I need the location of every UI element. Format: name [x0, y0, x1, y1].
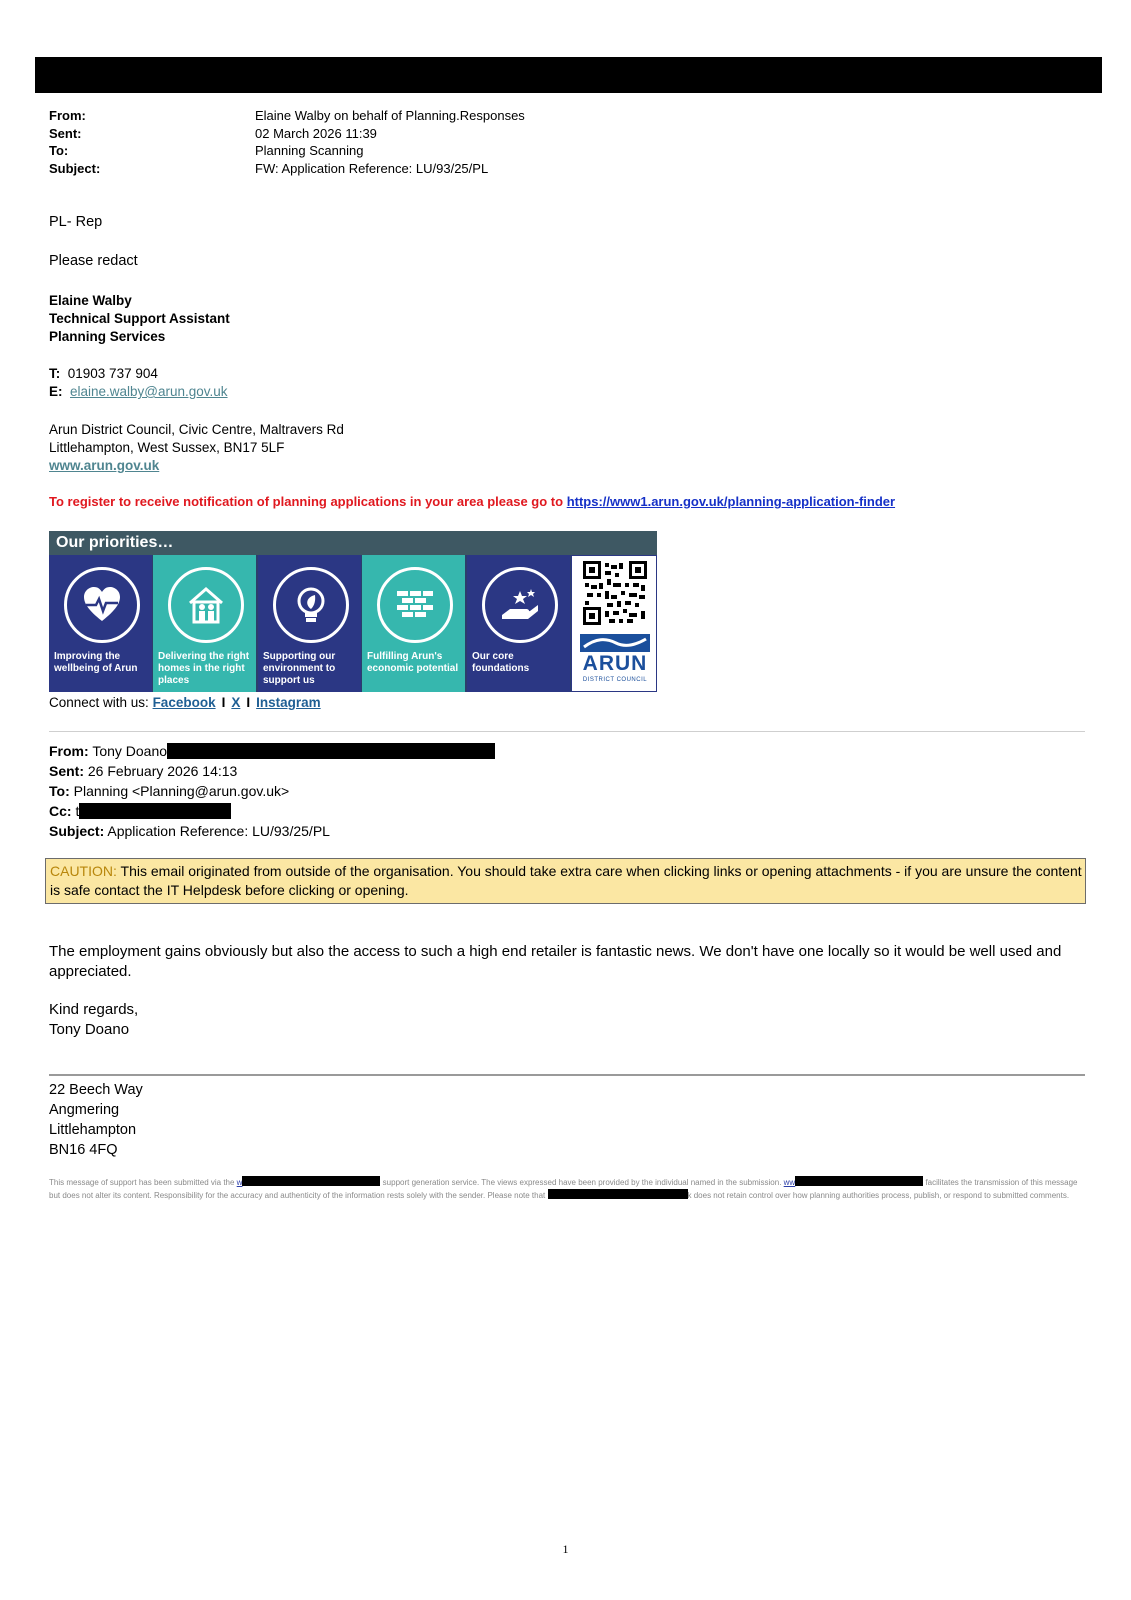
email-label: E:: [49, 384, 63, 399]
disclaimer-part-1: This message of support has been submitted via the: [49, 1178, 237, 1187]
signature-email: [49, 383, 228, 401]
caution-banner: [45, 858, 1086, 904]
redacted-link: [548, 1189, 688, 1199]
from-label: From:: [49, 108, 86, 123]
address-line: 22 Beech Way: [49, 1082, 143, 1098]
to-label: To:: [49, 143, 69, 159]
redacted-link: [242, 1176, 380, 1186]
facebook-link[interactable]: Facebook: [152, 695, 216, 710]
phone-number: 01903 737 904: [67, 366, 158, 381]
to-value: Planning Scanning: [255, 143, 364, 159]
x-link[interactable]: X: [231, 695, 241, 710]
caution-text: This email originated from outside of the organisation. You should take extra care when clicking links or opening attachments - if you are unsure the content is safe contact the IT Helpdesk before clicking or opening.: [50, 863, 1082, 898]
sent-value: 02 March 2026 11:39: [255, 125, 377, 141]
qr-logo-tile: [571, 555, 657, 692]
message-sender: Tony Doano: [49, 1021, 130, 1038]
signature-divider: [49, 1074, 1085, 1076]
redacted-link: [795, 1176, 923, 1186]
fwd-to-value: Planning <Planning@arun.gov.uk>: [73, 783, 290, 799]
hand-stars-icon: [482, 567, 558, 643]
tile-caption: Supporting our environment to support us: [263, 651, 336, 686]
priorities-banner: [49, 531, 657, 692]
priority-tile-wellbeing: [49, 555, 152, 692]
sent-label: Sent:: [49, 125, 82, 141]
priority-tile-homes: [153, 555, 256, 692]
register-text: To register to receive notification of planning applications in your area please go to: [49, 494, 567, 509]
disclaimer-link-1[interactable]: w: [236, 1178, 243, 1187]
signature-phone: [49, 365, 158, 383]
message-closing: Kind regards,: [49, 1001, 139, 1018]
fwd-from-value: Tony Doano: [92, 743, 168, 759]
lightbulb-leaf-icon: [273, 567, 349, 643]
divider: [49, 731, 1085, 732]
council-address-line-2: Littlehampton, West Sussex, BN17 5LF: [49, 440, 285, 455]
heart-pulse-icon: [64, 567, 140, 643]
disclaimer-part-3: facilitates the transmission of this message but does not alter its content. Responsibility for the accuracy and authenticity of the information rests solely with the sender. Please note that: [49, 1178, 1078, 1200]
caution-label: CAUTION:: [50, 863, 117, 879]
tile-caption: Our core foundations: [472, 651, 530, 674]
tile-caption: Improving the wellbeing of Arun: [54, 651, 138, 674]
banner-title: Our priorities…: [49, 531, 657, 555]
address-line: Angmering: [49, 1102, 120, 1118]
body-line-pl-rep: PL- Rep: [49, 214, 103, 230]
house-family-icon: [168, 567, 244, 643]
connect-with-us: [49, 695, 321, 710]
redaction-bar-top: [35, 57, 1102, 93]
disclaimer-link-2[interactable]: ww: [783, 1178, 796, 1187]
disclaimer-part-4: k does not retain control over how planning authorities process, publish, or respond to submitted comments.: [687, 1191, 1070, 1200]
sender-address: [49, 1080, 143, 1160]
email-link[interactable]: elaine.walby@arun.gov.uk: [70, 384, 228, 399]
priority-tile-economic: [362, 555, 465, 692]
forwarded-header: [49, 741, 495, 841]
message-paragraph: The employment gains obviously but also the access to such a high end retailer is fantastic news. We don't have one locally so it would be well used and appreciated.: [49, 943, 1062, 980]
link-separator: I: [246, 695, 251, 710]
redacted-email: [167, 743, 495, 759]
arun-wordmark: ARUN: [582, 652, 648, 675]
fwd-cc-label: Cc:: [49, 803, 72, 819]
page-number: 1: [562, 1542, 569, 1556]
signature-name: Elaine Walby: [49, 293, 132, 308]
from-value: Elaine Walby on behalf of Planning.Responses: [255, 108, 525, 123]
priority-tile-foundations: [467, 555, 570, 692]
qr-code-icon[interactable]: [583, 561, 647, 625]
address-line: Littlehampton: [49, 1122, 137, 1138]
arun-logo: [580, 634, 650, 688]
fwd-subject-value: Application Reference: LU/93/25/PL: [107, 823, 330, 839]
brick-wall-icon: [377, 567, 453, 643]
arun-wave-icon: [580, 634, 650, 652]
fwd-to-label: To:: [49, 783, 70, 799]
disclaimer-part-2: support generation service. The views expressed have been provided by the individual named in the submission.: [380, 1178, 784, 1187]
fwd-sent-value: 26 February 2026 14:13: [87, 763, 238, 779]
instagram-link[interactable]: Instagram: [256, 695, 321, 710]
fwd-subject-label: Subject:: [49, 823, 105, 839]
disclaimer: [49, 1176, 1089, 1202]
subject-value: FW: Application Reference: LU/93/25/PL: [255, 160, 489, 176]
tile-caption: Fulfilling Arun's economic potential: [367, 651, 459, 674]
fwd-cc-value: t: [75, 803, 80, 819]
council-website-link[interactable]: www.arun.gov.uk: [49, 458, 160, 473]
body-line-please-redact: Please redact: [49, 253, 138, 269]
fwd-from-label: From:: [49, 743, 89, 759]
fwd-sent-label: Sent:: [49, 763, 84, 779]
council-address-line-1: Arun District Council, Civic Centre, Maltravers Rd: [49, 422, 344, 437]
signature-department: Planning Services: [49, 329, 166, 344]
priority-tile-environment: [258, 555, 361, 692]
subject-label: Subject:: [49, 160, 101, 176]
phone-label: T:: [49, 366, 61, 381]
arun-subtitle: DISTRICT COUNCIL: [582, 677, 648, 683]
address-line: BN16 4FQ: [49, 1142, 118, 1158]
link-separator: I: [221, 695, 226, 710]
signature-role: Technical Support Assistant: [49, 311, 230, 326]
tile-caption: Delivering the right homes in the right places: [158, 651, 250, 686]
redacted-cc: [79, 803, 231, 819]
connect-label: Connect with us:: [49, 695, 153, 710]
message-body: [49, 942, 1089, 1040]
planning-finder-link[interactable]: https://www1.arun.gov.uk/planning-application-finder: [566, 494, 896, 509]
register-notice: [49, 494, 895, 509]
